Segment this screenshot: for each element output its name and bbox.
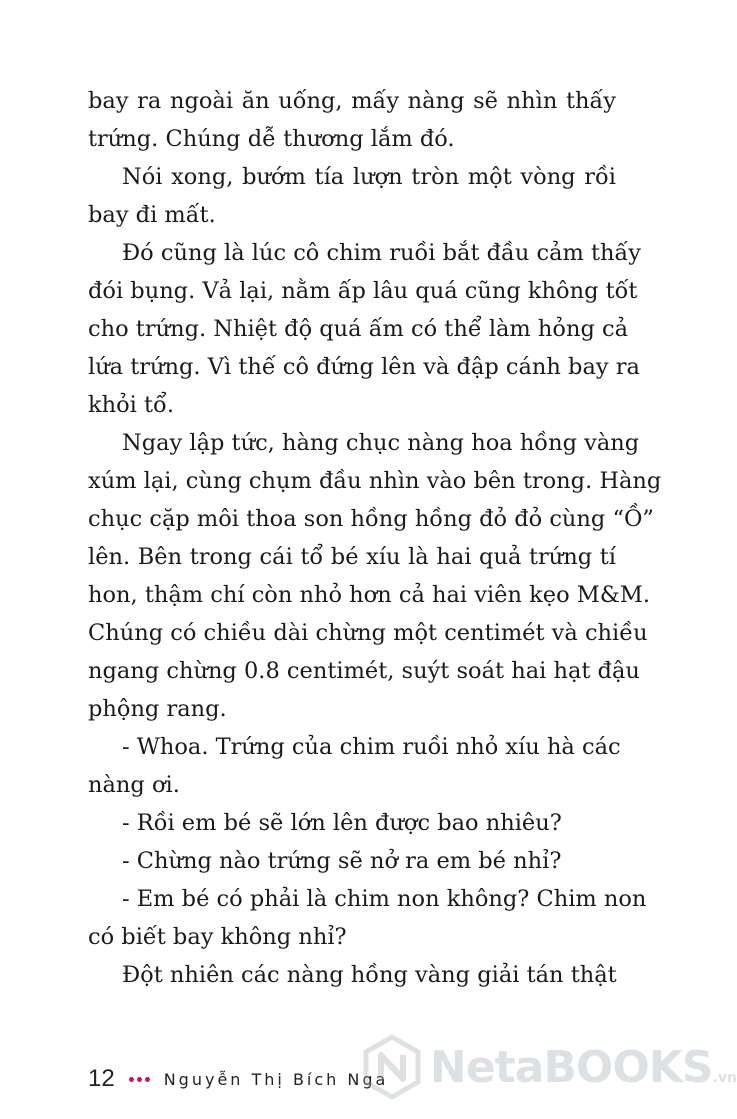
netabooks-logo-icon [360,1035,424,1099]
text-line: Chúng có chiều dài chừng một centimét và chiều [88,620,648,646]
text-line: hon, thậm chí còn nhỏ hơn cả hai viên kẹo M&M. [88,582,651,608]
text-line: bay ra ngoài ăn uống, mấy nàng sẽ nhìn thấy [88,88,616,114]
paragraph-first-line: Nói xong, bướm tía lượn tròn một vòng rồi [122,164,616,190]
dialogue-line: - Em bé có phải là chim non không? Chim non [122,886,647,912]
text-line: phộng rang. [88,696,227,722]
page-footer [88,1062,388,1096]
watermark-brand: NetaBOOKS [430,1041,713,1093]
text-line: trứng. Chúng dễ thương lắm đó. [88,126,455,152]
text-line: lên. Bên trong cái tổ bé xíu là hai quả trứng tí [88,544,616,570]
text-line: có biết bay không nhỉ? [88,924,347,950]
paragraph-first-line: Ngay lập tức, hàng chục nàng hoa hồng vàng [122,430,640,456]
dialogue-line: - Whoa. Trứng của chim ruồi nhỏ xíu hà các [122,734,621,760]
text-line: ngang chừng 0.8 centimét, suýt soát hai hạt đậu [88,658,640,684]
watermark-suffix: .vn [712,1070,737,1086]
text-line: đói bụng. Vả lại, nằm ấp lâu quá cũng không tốt [88,278,638,304]
dot-icon [137,1077,142,1082]
netabooks-watermark [360,1018,737,1116]
dialogue-line: - Rồi em bé sẽ lớn lên được bao nhiêu? [122,810,562,836]
dot-icon [145,1077,150,1082]
text-line: nàng ơi. [88,772,180,798]
footer-dots-ornament [129,1077,150,1082]
text-line: bay đi mất. [88,202,216,228]
dialogue-line: - Chừng nào trứng sẽ nở ra em bé nhỉ? [122,848,562,874]
text-line: xúm lại, cùng chụm đầu nhìn vào bên trong. Hàng [88,468,662,494]
page-body-text [88,82,662,994]
page-number: 12 [88,1065,115,1092]
text-line: lứa trứng. Vì thế cô đứng lên và đập cánh bay ra [88,354,640,380]
text-line: cho trứng. Nhiệt độ quá ấm có thể làm hỏng cả [88,316,629,342]
paragraph-first-line: Đó cũng là lúc cô chim ruồi bắt đầu cảm thấy [122,240,642,266]
text-line: khỏi tổ. [88,392,174,418]
author-name: Nguyễn Thị Bích Nga [163,1069,389,1089]
text-line: chục cặp môi thoa son hồng hồng đỏ đỏ cùng “Ồ” [88,506,654,532]
paragraph-first-line: Đột nhiên các nàng hồng vàng giải tán thật [122,962,617,988]
dot-icon [129,1077,134,1082]
